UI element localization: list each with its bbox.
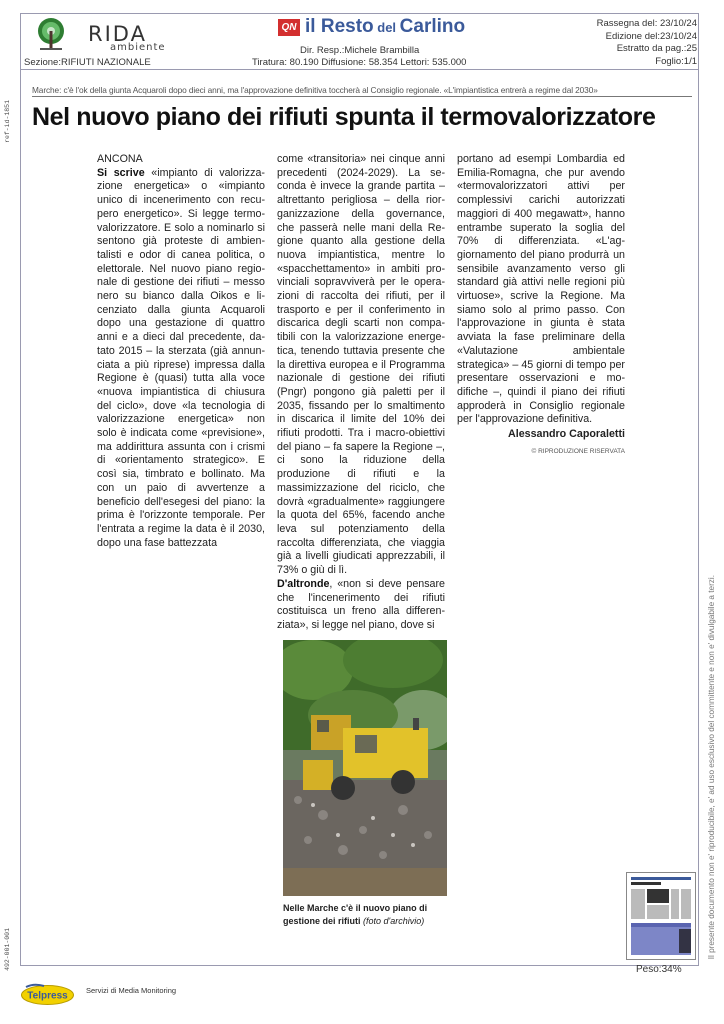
dateline: ANCONA <box>97 153 143 165</box>
circulation-line: Tiratura: 80.190 Diffusione: 58.354 Lettori: 535.000 <box>252 57 467 68</box>
newspaper-name <box>305 16 465 38</box>
column-text: «impianto di valorizzazione energetica» o «impianto unico di incenerimento con recupero energetico». Si legge termovalorizzatore. E solo a nominarlo si sentono già proteste di ambientalisti e odor di canea politica, o elettorale. Nel nuovo piano regionale di gestione dei rifiuti – messo nero su bianco dalla Oikos e licenziato dalla giunta Acquaroli dopo una gestazione di quattro anni e a dieci dal precedente, datato 2015 – la sterzata (già annunciata a più riprese) impressa dalla Regione è (quasi) tutta alla voce «nuova impiantistica di chiusura del ciclo», dove «la tecnologia di valorizzazione energetica» non solo è indicata come «previsione», ma addirittura assunta con i crismi di «orientamento strategico». E così sia, timbrato e bollinato. Ma con un paio di avvertenze a beneficio dell'esegesi del piano: la prima è l'orizzonte temporale. Per l'entrata a regime la data è il 2030, dopo una fase battezzata <box>97 166 265 549</box>
caption-text: Nelle Marche c'è il nuovo piano di gestione dei rifiuti <box>283 903 428 926</box>
newspaper-logo <box>278 16 465 38</box>
article-subheadline: Marche: c'è l'ok della giunta Acquaroli dopo dieci anni, ma l'approvazione definitiva toccherà al Consiglio regionale. «L'impiantistica entrerà a regime dal 2030» <box>32 85 692 97</box>
weight-percentage: Peso:34% <box>636 964 682 975</box>
newspaper-name-part: del <box>373 20 400 35</box>
rassegna-date: Rassegna del: 23/10/24 <box>596 18 697 29</box>
reference-code: ref-id-1851 <box>4 100 11 143</box>
page-thumbnail <box>626 872 696 960</box>
page-extract: Estratto da pag.:25 <box>616 43 697 54</box>
newspaper-name-part: il <box>305 16 321 37</box>
landfill-bulldozer-photo <box>283 640 447 896</box>
article-headline: Nel nuovo piano dei rifiuti spunta il termovalorizzatore <box>32 103 656 131</box>
article-column-3 <box>457 153 625 458</box>
article-column-2 <box>277 153 445 633</box>
column-text: portano ad esempi Lombardia ed Emilia-Romagna, che pur avendo «termovalorizzatori attivi per complessivi carichi autorizzati maggiori di 400 megawatt», hanno entrambe superato la soglia del 70% di differenziata. «L'aggiornamento del piano produrrà un sensibile avanzamento verso gli standard già attivi nelle regioni più virtuose», scrive la Regione. Ma siamo solo al primo passo. Con l'approvazione in giunta è stata avviata la fase preliminare della «Valutazione ambientale strategica» – 45 giorni di tempo per presentare osservazioni e modifiche –, quindi il piano dei rifiuti approderà in Consiglio regionale per l'approvazione definitiva. <box>457 153 625 426</box>
sheet-number: Foglio:1/1 <box>655 55 697 67</box>
telpress-wordmark: Telpress <box>27 990 68 1002</box>
document-code: 492-001-001 <box>4 928 11 971</box>
brand-name: RIDA <box>88 22 147 46</box>
column-text: , «non si deve pensare che l'incenerimento dei rifiuti costituisca un freno alla differenziata», si legge nel piano, dove si <box>277 577 445 631</box>
photo-caption <box>283 902 458 927</box>
review-meta <box>597 18 697 68</box>
lead-bold: Si scrive <box>97 166 145 179</box>
author-byline: Alessandro Caporaletti <box>508 428 625 441</box>
qn-badge: QN <box>278 19 300 36</box>
newspaper-name-part: Carlino <box>399 16 466 37</box>
telpress-logo <box>20 983 75 1005</box>
column-text: come «transitoria» nei cinque anni precedenti (2024-2029). La seconda è invece la grande partita – altrettanto perigliosa – della riorganizzazione della governance, che passerà nelle mani della Regione quanto alla gestione della nuova impiantistica, mentre lo «spacchettamento» in ambiti provinciali sopravviverà per le operazioni di raccolta dei rifiuti, per il trasporto e per il conferimento in discarica degli scarti non compatibili con la valorizzazione energetica, tenendo tuttavia presente che la direttiva europea e il Programma nazionale di gestione dei rifiuti (Pngr) pongono già paletti per il 2035, fissando per lo smaltimento in discarica il limite del 10% dei rifiuti prodotti. Tra i macro-obiettivi del piano – fa sapere la Regione –, ci sono la riduzione della produzione di rifiuti e la massimizzazione del riciclo, che dovrà «gradualmente» raggiungere la quota del 65%, facendo anche leva sul potenziamento della raccolta differenziata, che viaggia già a livelli giudicati apprezzabili, il 73% o giù di lì. <box>277 153 445 577</box>
footer-tagline: Servizi di Media Monitoring <box>86 986 177 995</box>
director-line: Dir. Resp.:Michele Brambilla <box>300 45 420 56</box>
copyright-notice: © RIPRODUZIONE RISERVATA <box>531 447 625 455</box>
paragraph-lead-bold: D'altronde <box>277 577 330 590</box>
brand-subtitle: ambiente <box>110 42 166 53</box>
caption-credit: (foto d'archivio) <box>360 915 425 926</box>
section-label: Sezione:RIFIUTI NAZIONALE <box>24 57 151 68</box>
edition-date: Edizione del:23/10/24 <box>605 30 697 42</box>
article-column-1 <box>97 153 265 550</box>
header-divider <box>20 69 699 70</box>
newspaper-name-part: Resto <box>320 16 374 37</box>
copyright-disclaimer: Il presente documento non e' riproducibile, e' ad uso esclusivo del committente e non e' divulgabile a terzi. <box>707 575 716 960</box>
tree-logo-icon <box>34 17 68 53</box>
